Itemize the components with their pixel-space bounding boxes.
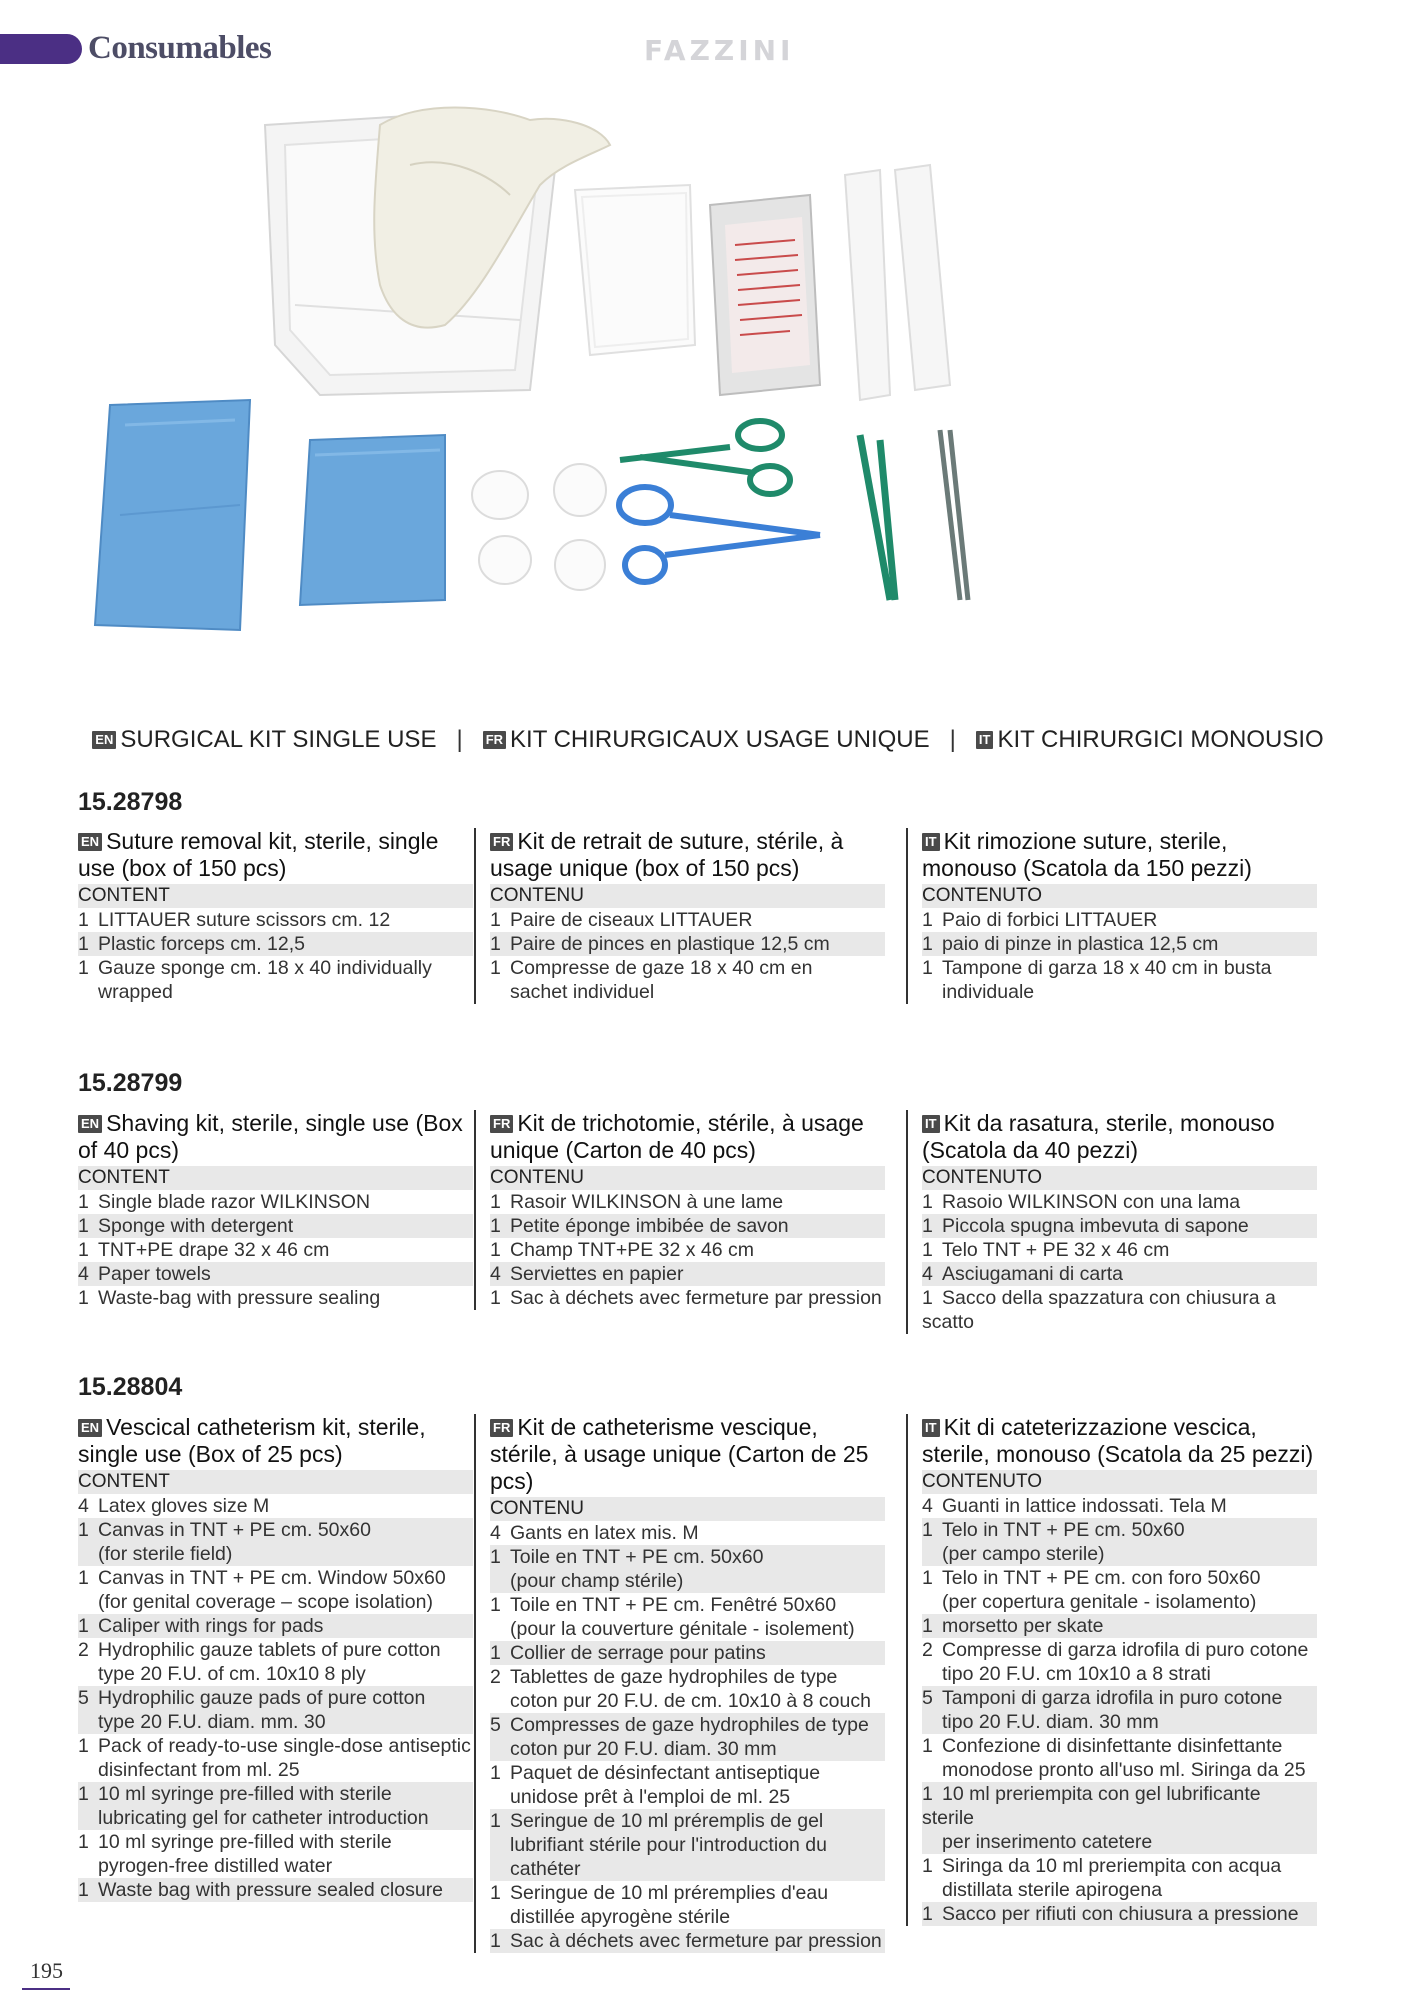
product-description-fr <box>474 1414 885 1953</box>
item-quantity: 4 <box>490 1522 501 1544</box>
page-number-underline <box>22 1988 70 1990</box>
item-text: Tamponi di garza idrofila in puro cotone <box>942 1687 1283 1709</box>
item-text: Waste bag with pressure sealed closure <box>98 1879 444 1901</box>
item-quantity: 4 <box>78 1495 89 1517</box>
product-title-text: Kit di cateterizzazione vescica, sterile, monouso (Scatola da 25 pezzi) <box>922 1414 1314 1467</box>
item-quantity: 1 <box>78 1831 89 1853</box>
lang-badge-fr: FR <box>490 1419 513 1437</box>
content-item-continuation <box>922 1758 1317 1782</box>
product-title <box>78 1110 473 1164</box>
item-quantity: 5 <box>78 1687 89 1709</box>
item-text-continued: pyrogen-free distilled water <box>98 1855 333 1877</box>
antiseptic-sachet <box>710 195 820 395</box>
gauze-pads <box>575 185 695 355</box>
headline-separator: | <box>456 726 463 753</box>
product-title <box>922 1110 1317 1164</box>
product-description-fr <box>474 828 885 1004</box>
item-quantity: 1 <box>922 1287 933 1309</box>
item-quantity: 5 <box>922 1687 933 1709</box>
lang-badge-it: IT <box>922 1115 940 1133</box>
content-label: CONTENT <box>78 1166 473 1190</box>
product-title <box>490 1414 885 1495</box>
product-title-text: Kit de retrait de suture, stérile, à usage unique (box of 150 pcs) <box>490 828 844 881</box>
content-label: CONTENT <box>78 1470 473 1494</box>
content-item <box>922 956 1317 980</box>
content-item <box>922 1782 1317 1830</box>
blue-scissors <box>619 487 820 582</box>
content-item <box>78 1286 473 1310</box>
lang-badge-it: IT <box>922 1419 940 1437</box>
item-quantity: 1 <box>78 1191 89 1213</box>
item-text: Paper towels <box>98 1263 211 1285</box>
item-quantity: 2 <box>922 1639 933 1661</box>
headline-it: KIT CHIRURGICI MONOUSIO <box>997 726 1324 753</box>
item-text: Compresse de gaze 18 x 40 cm en <box>510 957 813 979</box>
item-quantity: 2 <box>490 1666 501 1688</box>
item-quantity: 1 <box>922 1855 933 1877</box>
item-text: 10 ml syringe pre-filled with sterile <box>98 1831 392 1853</box>
item-quantity: 1 <box>490 1287 501 1309</box>
item-text-continued: (pour la couverture génitale - isolement) <box>510 1618 855 1640</box>
product-title-text: Kit da rasatura, sterile, monouso (Scatola da 40 pezzi) <box>922 1110 1275 1163</box>
content-item <box>78 1638 473 1662</box>
item-text-continued: disinfectant from ml. 25 <box>98 1759 300 1781</box>
item-text-continued: lubricating gel for catheter introduction <box>98 1807 429 1829</box>
item-quantity: 1 <box>922 933 933 955</box>
content-item-continuation <box>78 1758 473 1782</box>
product-title <box>78 828 473 882</box>
product-description-en <box>78 1414 473 1902</box>
content-item <box>78 1190 473 1214</box>
product-code: 15.28799 <box>78 1069 183 1097</box>
item-text: 10 ml preriempita con gel lubrificante sterile <box>922 1783 1261 1829</box>
item-text: Collier de serrage pour patins <box>510 1642 766 1664</box>
grey-forceps <box>940 430 968 600</box>
content-item <box>922 1854 1317 1878</box>
content-item-continuation <box>922 1542 1317 1566</box>
content-item <box>490 1881 885 1905</box>
item-text: Confezione di disinfettante disinfettante <box>942 1735 1283 1757</box>
item-text: Latex gloves size M <box>98 1495 270 1517</box>
item-quantity: 1 <box>78 1735 89 1757</box>
item-text: Sacco per rifiuti con chiusura a pressione <box>942 1903 1299 1925</box>
content-item-continuation <box>922 1830 1317 1854</box>
item-text: Compresses de gaze hydrophiles de type <box>510 1714 869 1736</box>
item-text: Sacco della spazzatura con chiusura a scatto <box>922 1287 1276 1333</box>
item-text: Asciugamani di carta <box>942 1263 1124 1285</box>
item-text: Paquet de désinfectant antiseptique <box>510 1762 821 1784</box>
plaster-strips <box>845 165 950 400</box>
content-item <box>922 1614 1317 1638</box>
item-text-continued: distillée apyrogène stérile <box>510 1906 731 1928</box>
content-item-continuation <box>922 980 1317 1004</box>
item-quantity: 1 <box>922 1615 933 1637</box>
item-text-continued: (for sterile field) <box>98 1543 233 1565</box>
content-item <box>490 1929 885 1953</box>
content-item <box>78 1494 473 1518</box>
item-text: Rasoio WILKINSON con una lama <box>942 1191 1241 1213</box>
content-item <box>78 932 473 956</box>
item-quantity: 1 <box>78 1615 89 1637</box>
item-text: Paio di forbici LITTAUER <box>942 909 1158 931</box>
content-item-continuation <box>490 1905 885 1929</box>
content-item <box>490 1593 885 1617</box>
content-item-continuation <box>78 1710 473 1734</box>
product-title <box>490 828 885 882</box>
item-text-continued: tipo 20 F.U. diam. 30 mm <box>942 1711 1159 1733</box>
item-quantity: 1 <box>490 1594 501 1616</box>
item-quantity: 1 <box>78 933 89 955</box>
item-text: Sponge with detergent <box>98 1215 294 1237</box>
item-text-continued: tipo 20 F.U. cm 10x10 a 8 strati <box>942 1663 1211 1685</box>
content-item <box>490 1286 885 1310</box>
content-item <box>490 1641 885 1665</box>
green-scissors <box>620 421 790 494</box>
content-item-continuation <box>922 1590 1317 1614</box>
cotton-balls <box>472 464 606 590</box>
item-quantity: 1 <box>490 1239 501 1261</box>
lang-badge-it: IT <box>976 731 994 749</box>
item-text: Telo in TNT + PE cm. con foro 50x60 <box>942 1567 1261 1589</box>
item-text: Hydrophilic gauze tablets of pure cotton <box>98 1639 441 1661</box>
product-title-text: Vescical catheterism kit, sterile, single use (Box of 25 pcs) <box>78 1414 426 1467</box>
blue-drape <box>95 400 250 630</box>
item-text: Toile en TNT + PE cm. Fenêtré 50x60 <box>510 1594 837 1616</box>
content-item <box>78 956 473 980</box>
content-item-continuation <box>922 1878 1317 1902</box>
item-quantity: 1 <box>78 1879 89 1901</box>
content-item-continuation <box>490 1737 885 1761</box>
item-quantity: 1 <box>78 1215 89 1237</box>
item-text-continued: coton pur 20 F.U. de cm. 10x10 à 8 couch <box>510 1690 871 1712</box>
product-title-text: Kit de catheterisme vescique, stérile, à usage unique (Carton de 25 pcs) <box>490 1414 869 1494</box>
item-text: LITTAUER suture scissors cm. 12 <box>98 909 391 931</box>
product-description-en <box>78 828 473 1004</box>
item-quantity: 1 <box>78 1783 89 1805</box>
content-item-continuation <box>78 1542 473 1566</box>
section-tab-marker <box>0 34 82 64</box>
content-item <box>922 1518 1317 1542</box>
content-item <box>490 908 885 932</box>
item-quantity: 4 <box>922 1495 933 1517</box>
item-quantity: 1 <box>490 1810 501 1832</box>
item-quantity: 1 <box>78 1567 89 1589</box>
item-text: TNT+PE drape 32 x 46 cm <box>98 1239 330 1261</box>
content-item-continuation <box>490 1569 885 1593</box>
content-item <box>922 1902 1317 1926</box>
item-text: Sac à déchets avec fermeture par pression <box>510 1930 882 1952</box>
content-item <box>490 1262 885 1286</box>
content-item <box>922 1262 1317 1286</box>
item-quantity: 1 <box>490 1215 501 1237</box>
item-quantity: 4 <box>490 1263 501 1285</box>
product-title-text: Kit de trichotomie, stérile, à usage unique (Carton de 40 pcs) <box>490 1110 864 1163</box>
item-text-continued: distillata sterile apirogena <box>942 1879 1163 1901</box>
content-label: CONTENUTO <box>922 1166 1317 1190</box>
lang-badge-fr: FR <box>490 1115 513 1133</box>
blue-drape-folded <box>300 435 445 605</box>
content-label: CONTENU <box>490 1497 885 1521</box>
item-quantity: 1 <box>922 1191 933 1213</box>
item-text: Tablettes de gaze hydrophiles de type <box>510 1666 838 1688</box>
headline-en: SURGICAL KIT SINGLE USE <box>120 726 437 753</box>
item-text: Toile en TNT + PE cm. 50x60 <box>510 1546 764 1568</box>
item-quantity: 1 <box>922 1215 933 1237</box>
item-quantity: 1 <box>490 1882 501 1904</box>
item-text-continued: individuale <box>942 981 1035 1003</box>
product-title <box>490 1110 885 1164</box>
content-item <box>922 1238 1317 1262</box>
item-quantity: 1 <box>922 1783 933 1805</box>
lang-badge-en: EN <box>78 1419 102 1437</box>
item-text: Champ TNT+PE 32 x 46 cm <box>510 1239 755 1261</box>
item-text: Telo TNT + PE 32 x 46 cm <box>942 1239 1170 1261</box>
catalog-headline <box>0 726 1416 754</box>
content-item <box>922 1566 1317 1590</box>
item-text-continued: coton pur 20 F.U. diam. 30 mm <box>510 1738 777 1760</box>
content-item <box>922 1286 1317 1334</box>
item-text-continued: (pour champ stérile) <box>510 1570 684 1592</box>
content-item <box>78 1878 473 1902</box>
product-description-it <box>906 1414 1317 1926</box>
item-text: Serviettes en papier <box>510 1263 684 1285</box>
green-forceps <box>860 435 895 600</box>
item-text-continued: wrapped <box>98 981 173 1003</box>
page-number: 195 <box>30 1958 63 1983</box>
item-text: Caliper with rings for pads <box>98 1615 324 1637</box>
item-text-continued: monodose pronto all'uso ml. Siringa da 25 <box>942 1759 1306 1781</box>
item-text-continued: lubrifiant stérile pour l'introduction du cathéter <box>510 1834 827 1880</box>
content-item <box>490 1761 885 1785</box>
item-quantity: 1 <box>490 1930 501 1952</box>
item-text: Gants en latex mis. M <box>510 1522 699 1544</box>
content-item <box>78 1830 473 1854</box>
item-text: Hydrophilic gauze pads of pure cotton <box>98 1687 426 1709</box>
product-description-it <box>906 1110 1317 1334</box>
content-label: CONTENUTO <box>922 884 1317 908</box>
item-quantity: 4 <box>78 1263 89 1285</box>
item-text: Rasoir WILKINSON à une lame <box>510 1191 784 1213</box>
lang-badge-en: EN <box>92 731 116 749</box>
content-item <box>78 1566 473 1590</box>
content-item <box>78 1238 473 1262</box>
product-title <box>922 828 1317 882</box>
item-quantity: 1 <box>78 957 89 979</box>
item-quantity: 1 <box>490 957 501 979</box>
lang-badge-fr: FR <box>483 731 506 749</box>
content-item-continuation <box>78 1854 473 1878</box>
item-quantity: 1 <box>490 933 501 955</box>
item-quantity: 1 <box>922 1567 933 1589</box>
content-item <box>490 956 885 980</box>
content-item <box>922 932 1317 956</box>
item-text: Plastic forceps cm. 12,5 <box>98 933 305 955</box>
item-text-continued: (per campo sterile) <box>942 1543 1105 1565</box>
item-quantity: 5 <box>490 1714 501 1736</box>
item-text-continued: type 20 F.U. of cm. 10x10 8 ply <box>98 1663 366 1685</box>
item-text-continued: unidose prêt à l'emploi de ml. 25 <box>510 1786 791 1808</box>
item-text-continued: (per copertura genitale - isolamento) <box>942 1591 1257 1613</box>
item-quantity: 1 <box>490 909 501 931</box>
item-text: Petite éponge imbibée de savon <box>510 1215 789 1237</box>
item-text: morsetto per skate <box>942 1615 1104 1637</box>
item-quantity: 1 <box>490 1546 501 1568</box>
item-text: Seringue de 10 ml préremplies d'eau <box>510 1882 829 1904</box>
content-item <box>78 1518 473 1542</box>
item-text: Pack of ready-to-use single-dose antiseptic <box>98 1735 471 1757</box>
item-quantity: 1 <box>922 1519 933 1541</box>
lang-badge-fr: FR <box>490 833 513 851</box>
item-text: Paire de ciseaux LITTAUER <box>510 909 753 931</box>
content-item <box>78 1734 473 1758</box>
item-text: Guanti in lattice indossati. Tela M <box>942 1495 1227 1517</box>
content-label: CONTENT <box>78 884 473 908</box>
product-code: 15.28798 <box>78 788 183 816</box>
product-code: 15.28804 <box>78 1373 183 1401</box>
item-text: Seringue de 10 ml préremplis de gel <box>510 1810 824 1832</box>
section-title: Consumables <box>88 30 272 66</box>
item-text-continued: sachet individuel <box>510 981 655 1003</box>
headline-fr: KIT CHIRURGICAUX USAGE UNIQUE <box>510 726 930 753</box>
content-item <box>490 1545 885 1569</box>
headline-separator: | <box>949 726 956 753</box>
content-item <box>490 1665 885 1689</box>
item-quantity: 1 <box>922 957 933 979</box>
content-item <box>922 1638 1317 1662</box>
content-item <box>490 1190 885 1214</box>
content-item-continuation <box>78 1662 473 1686</box>
product-description-fr <box>474 1110 885 1310</box>
product-title <box>922 1414 1317 1468</box>
lang-badge-it: IT <box>922 833 940 851</box>
content-item <box>78 908 473 932</box>
content-item <box>78 1782 473 1806</box>
content-item-continuation <box>922 1710 1317 1734</box>
product-title-text: Kit rimozione suture, sterile, monouso (Scatola da 150 pezzi) <box>922 828 1252 881</box>
item-text: Tampone di garza 18 x 40 cm in busta <box>942 957 1272 979</box>
content-label: CONTENU <box>490 1166 885 1190</box>
content-item <box>490 1713 885 1737</box>
item-text: Gauze sponge cm. 18 x 40 individually <box>98 957 432 979</box>
product-title-text: Shaving kit, sterile, single use (Box of 40 pcs) <box>78 1110 463 1163</box>
item-quantity: 1 <box>922 909 933 931</box>
content-item <box>490 932 885 956</box>
content-item <box>922 1214 1317 1238</box>
item-text: Compresse di garza idrofila di puro cotone <box>942 1639 1309 1661</box>
product-description-it <box>906 828 1317 1004</box>
item-text: Siringa da 10 ml preriempita con acqua <box>942 1855 1282 1877</box>
content-item <box>490 1809 885 1833</box>
item-text: 10 ml syringe pre-filled with sterile <box>98 1783 392 1805</box>
content-item <box>922 1734 1317 1758</box>
item-text: Paire de pinces en plastique 12,5 cm <box>510 933 830 955</box>
content-item-continuation <box>490 1785 885 1809</box>
brand-logo: FAZZINI <box>644 34 795 67</box>
content-item <box>922 908 1317 932</box>
item-quantity: 1 <box>922 1735 933 1757</box>
item-text: paio di pinze in plastica 12,5 cm <box>942 933 1219 955</box>
item-quantity: 1 <box>78 1287 89 1309</box>
item-text-continued: per inserimento catetere <box>942 1831 1153 1853</box>
item-text: Sac à déchets avec fermeture par pression <box>510 1287 882 1309</box>
item-quantity: 1 <box>490 1642 501 1664</box>
item-quantity: 1 <box>922 1239 933 1261</box>
product-title-text: Suture removal kit, sterile, single use (box of 150 pcs) <box>78 828 439 881</box>
item-text: Canvas in TNT + PE cm. Window 50x60 <box>98 1567 446 1589</box>
content-item <box>78 1614 473 1638</box>
item-quantity: 2 <box>78 1639 89 1661</box>
item-quantity: 4 <box>922 1263 933 1285</box>
item-quantity: 1 <box>78 1239 89 1261</box>
content-item-continuation <box>490 1689 885 1713</box>
item-quantity: 1 <box>78 1519 89 1541</box>
content-item-continuation <box>78 980 473 1004</box>
lang-badge-en: EN <box>78 833 102 851</box>
item-quantity: 1 <box>922 1903 933 1925</box>
item-text: Canvas in TNT + PE cm. 50x60 <box>98 1519 371 1541</box>
surgical-kit-photo <box>90 95 1330 695</box>
item-quantity: 1 <box>490 1762 501 1784</box>
lang-badge-en: EN <box>78 1115 102 1133</box>
item-quantity: 1 <box>490 1191 501 1213</box>
content-item-continuation <box>78 1590 473 1614</box>
content-item <box>78 1214 473 1238</box>
content-item-continuation <box>78 1806 473 1830</box>
content-item-continuation <box>490 980 885 1004</box>
item-text-continued: type 20 F.U. diam. mm. 30 <box>98 1711 326 1733</box>
content-item-continuation <box>490 1617 885 1641</box>
product-description-en <box>78 1110 473 1310</box>
product-title <box>78 1414 473 1468</box>
content-item <box>922 1494 1317 1518</box>
content-item <box>490 1214 885 1238</box>
content-label: CONTENU <box>490 884 885 908</box>
content-item <box>490 1521 885 1545</box>
content-item <box>922 1686 1317 1710</box>
content-label: CONTENUTO <box>922 1470 1317 1494</box>
content-item <box>922 1190 1317 1214</box>
item-text-continued: (for genital coverage – scope isolation) <box>98 1591 433 1613</box>
content-item <box>78 1262 473 1286</box>
item-text: Single blade razor WILKINSON <box>98 1191 371 1213</box>
content-item <box>78 1686 473 1710</box>
content-item-continuation <box>922 1662 1317 1686</box>
item-text: Piccola spugna imbevuta di sapone <box>942 1215 1249 1237</box>
content-item-continuation <box>490 1833 885 1881</box>
item-text: Waste-bag with pressure sealing <box>98 1287 381 1309</box>
content-item <box>490 1238 885 1262</box>
item-text: Telo in TNT + PE cm. 50x60 <box>942 1519 1185 1541</box>
item-quantity: 1 <box>78 909 89 931</box>
